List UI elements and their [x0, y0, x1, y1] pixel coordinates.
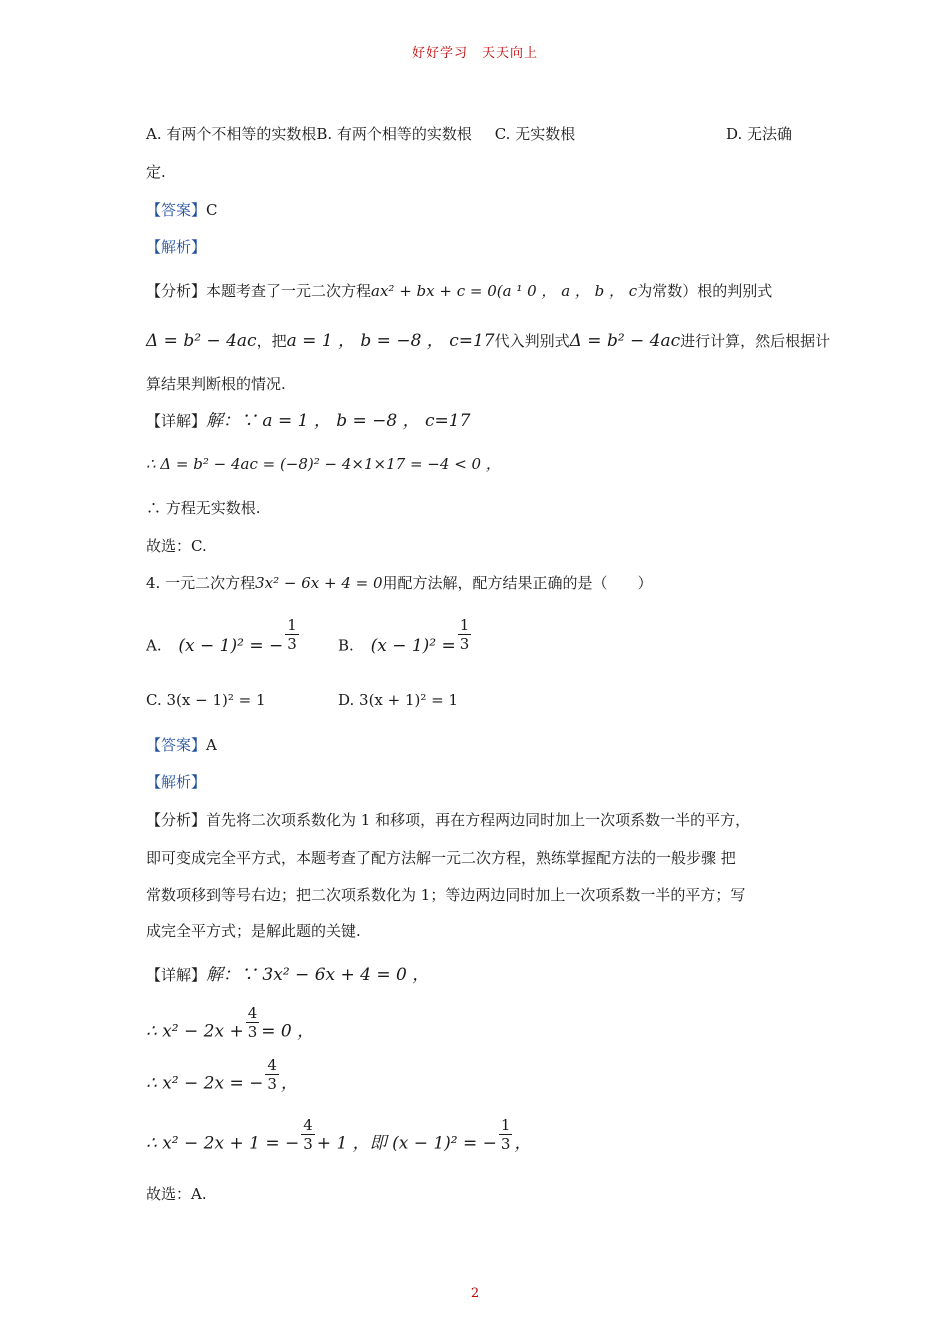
- q4-step-4: [146, 1116, 532, 1163]
- fraction: [458, 616, 472, 653]
- q3-conclusion: 故选：C.: [146, 537, 207, 555]
- fraction: [285, 616, 299, 653]
- answer-value: A: [206, 736, 217, 754]
- fenxi-text: 本题考查了一元二次方程: [206, 282, 372, 300]
- page-number: 2: [470, 1286, 480, 1301]
- q4-option-d: D. 3(x + 1)² = 1: [338, 691, 459, 709]
- fraction-denominator: 3: [247, 1023, 258, 1041]
- given-values: 解：∵ a = 1 ， b = −8 ， c=17: [206, 411, 471, 431]
- q3-xiangjie-line-2: ∴ Δ = b² − 4ac = (−8)² − 4×1×17 = −4 < 0 ，: [146, 455, 501, 473]
- fraction-denominator: 3: [287, 635, 297, 653]
- step-text: ∴ x² − 2x +: [146, 1021, 244, 1042]
- fraction-numerator: 1: [459, 616, 470, 634]
- q3-xiangjie-line-3: ∴ 方程无实数根.: [146, 499, 261, 517]
- option-equation: (x − 1)² =: [370, 635, 456, 656]
- step-text: ，: [514, 1133, 532, 1154]
- step-text: = 0 ，: [261, 1021, 315, 1042]
- q3-option-b: B. 有两个相等的实数根: [316, 125, 472, 143]
- answer-tag: 【答案】: [146, 736, 207, 754]
- option-equation: (x − 1)² = −: [178, 635, 284, 656]
- page-header: 好好学习 天天向上: [411, 46, 538, 61]
- discriminant-formula: Δ = b² − 4ac: [569, 331, 681, 351]
- q4-fenxi-line-3: 常数项移到等号右边；把二次项系数化为 1；等边两边同时加上一次项系数一半的平方；写: [146, 886, 746, 904]
- q4-stem-text: 用配方法解，配方结果正确的是（ ）: [382, 574, 653, 592]
- q4-stem-text: 4. 一元二次方程: [146, 574, 256, 592]
- fraction-numerator: 1: [287, 616, 297, 634]
- q4-xiangjie-line-1: [146, 965, 429, 985]
- q3-fenxi-line-2: [146, 331, 830, 351]
- fraction: [499, 1116, 513, 1153]
- fenxi-text: 首先将二次项系数化为 1 和移项，再在方程两边同时加上一次项系数一半的平方，: [206, 811, 751, 829]
- q4-option-b: [338, 616, 473, 665]
- q4-step-3: [146, 1056, 298, 1103]
- q3-option-d: D. 无法确: [726, 125, 793, 143]
- q4-stem: [146, 573, 653, 593]
- step-text: ∴ x² − 2x = −: [146, 1073, 264, 1094]
- option-label: A.: [146, 636, 162, 655]
- fenxi-tag: 【分析】: [146, 811, 207, 829]
- fraction: [265, 1056, 279, 1093]
- step-text: + 1 ，即 (x − 1)² = −: [316, 1133, 497, 1154]
- discriminant-formula: Δ = b² − 4ac: [146, 331, 257, 351]
- step-text: ，: [280, 1073, 298, 1094]
- answer-value: C: [206, 201, 218, 219]
- q3-fenxi-line-3: 算结果判断根的情况.: [146, 375, 286, 393]
- fraction-numerator: 1: [500, 1116, 511, 1134]
- q3-options: [146, 124, 793, 144]
- q3-fenxi-line-1: [146, 281, 772, 301]
- fraction-denominator: 3: [500, 1135, 511, 1153]
- fraction-numerator: 4: [247, 1004, 258, 1022]
- option-label: B.: [338, 636, 354, 655]
- fenxi-text: 进行计算，然后根据计: [680, 332, 831, 350]
- fraction-numerator: 4: [267, 1056, 277, 1074]
- xiangjie-tag: 【详解】: [146, 966, 207, 984]
- q4-fenxi-line-2: 即可变成完全平方式，本题考查了配方法解一元二次方程，熟练掌握配方法的一般步骤 把: [146, 849, 736, 867]
- q4-option-a: [146, 616, 301, 665]
- fraction-denominator: 3: [303, 1135, 313, 1153]
- q3-answer: [146, 200, 218, 220]
- xiangjie-tag: 【详解】: [146, 412, 207, 430]
- fraction-denominator: 3: [267, 1075, 277, 1093]
- q4-fenxi-line-1: [146, 810, 750, 830]
- q3-option-a: A. 有两个不相等的实数根: [146, 125, 317, 143]
- q4-fenxi-line-4: 成完全平方式；是解此题的关键.: [146, 922, 361, 940]
- fraction: [246, 1004, 260, 1041]
- coefficients: a = 1 ， b = −8 ， c=17: [286, 331, 495, 351]
- q4-conclusion: 故选：A.: [146, 1185, 207, 1203]
- q4-option-c: C. 3(x − 1)² = 1: [146, 691, 266, 709]
- q3-option-c: C. 无实数根: [494, 125, 576, 143]
- fenxi-text: 为常数）根的判别式: [637, 282, 773, 300]
- q4-step-2: [146, 1004, 315, 1051]
- q4-analysis-tag: 【解析】: [146, 773, 207, 791]
- q3-option-d-continued: 定.: [146, 163, 166, 181]
- equation: ax² + bx + c = 0(a ¹ 0 ， a ， b ， c: [371, 282, 638, 300]
- equation: 解：∵ 3x² − 6x + 4 = 0 ，: [206, 965, 430, 985]
- fenxi-text: 代入判别式: [494, 332, 570, 350]
- fraction-denominator: 3: [459, 635, 470, 653]
- q3-xiangjie-line-1: [146, 411, 470, 431]
- step-text: ∴ x² − 2x + 1 = −: [146, 1133, 300, 1154]
- fraction-numerator: 4: [303, 1116, 313, 1134]
- fenxi-text: ，把: [256, 332, 287, 350]
- q3-analysis-tag: 【解析】: [146, 238, 207, 256]
- q4-equation: 3x² − 6x + 4 = 0: [255, 574, 383, 592]
- answer-tag: 【答案】: [146, 201, 207, 219]
- fraction: [301, 1116, 315, 1153]
- fenxi-tag: 【分析】: [146, 282, 207, 300]
- q4-answer: [146, 735, 217, 755]
